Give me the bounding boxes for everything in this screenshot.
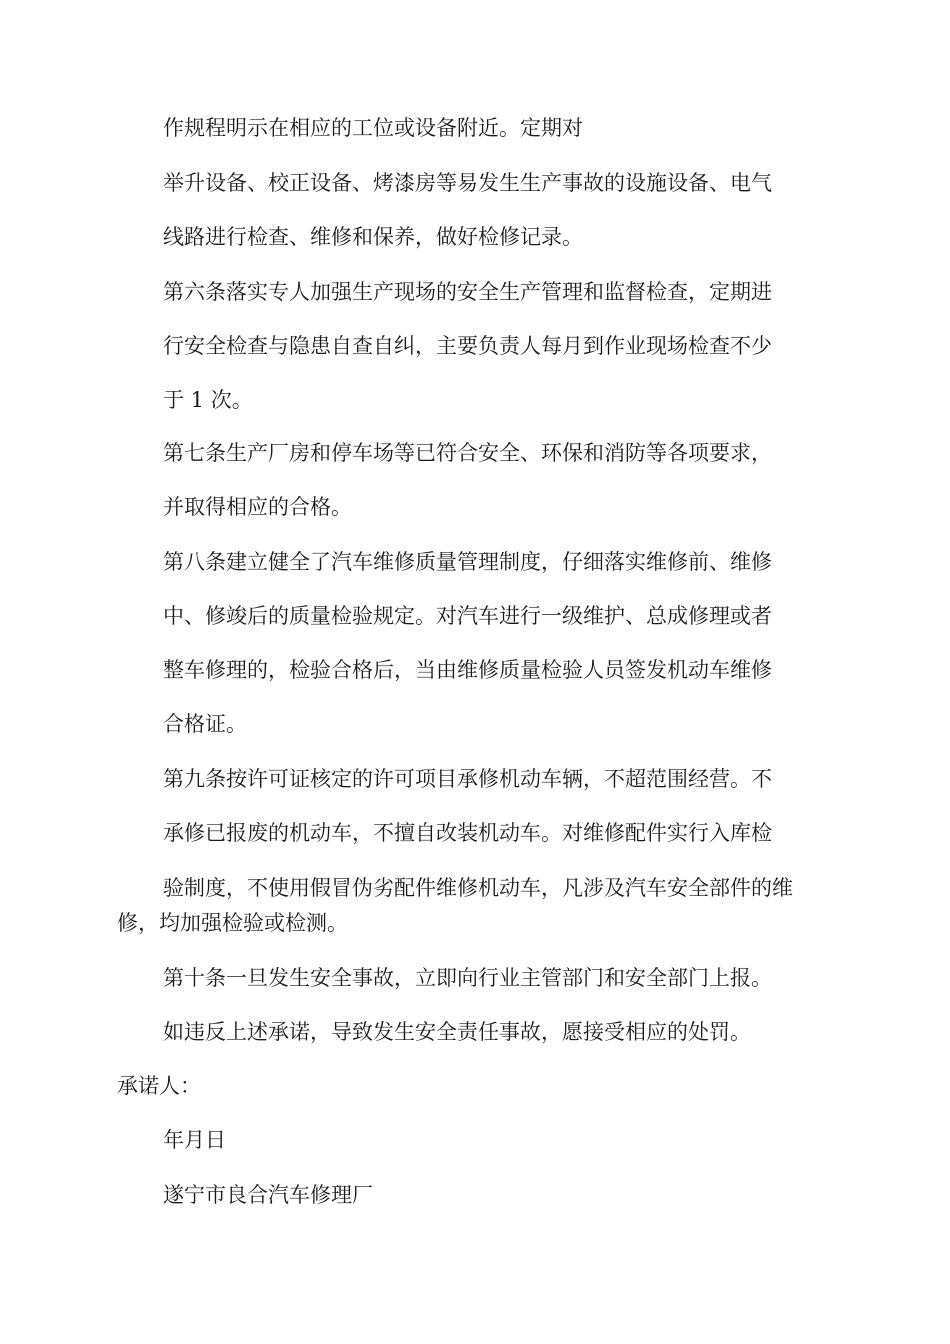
paragraph-line: 并取得相应的合格。	[163, 495, 352, 519]
paragraph-line: 承修已报废的机动车，不擅自改装机动车。对维修配件实行入库检	[163, 821, 772, 845]
signatory-label: 承诺人：	[117, 1074, 201, 1098]
article-6-line: 第六条落实专人加强生产现场的安全生产管理和监督检查，定期进	[163, 280, 772, 304]
pledge-line: 如违反上述承诺，导致发生安全责任事故，愿接受相应的处罚。	[163, 1020, 751, 1044]
article-9-line: 第九条按许可证核定的许可项目承修机动车辆，不超范围经营。不	[163, 767, 772, 791]
paragraph-line: 合格证。	[163, 712, 247, 736]
article-8-line: 第八条建立健全了汽车维修质量管理制度，仔细落实维修前、维修	[163, 550, 772, 574]
paragraph-line: 作规程明示在相应的工位或设备附近。定期对	[163, 116, 583, 140]
paragraph-line: 中、修竣后的质量检验规定。对汽车进行一级维护、总成修理或者	[163, 604, 772, 628]
article-10-line: 第十条一旦发生安全事故，立即向行业主管部门和安全部门上报。	[163, 966, 772, 990]
article-7-line: 第七条生产厂房和停车场等已符合安全、环保和消防等各项要求，	[163, 441, 772, 465]
paragraph-line: 修，均加强检验或检测。	[117, 911, 348, 935]
paragraph-line: 行安全检查与隐患自查自纠，主要负责人每月到作业现场检查不少	[163, 334, 772, 358]
paragraph-line: 线路进行检查、维修和保养，做好检修记录。	[163, 225, 583, 249]
paragraph-line: 整车修理的，检验合格后，当由维修质量检验人员签发机动车维修	[163, 658, 772, 682]
paragraph-line: 验制度，不使用假冒伪劣配件维修机动车，凡涉及汽车安全部件的维	[163, 876, 793, 900]
date-line: 年月日	[163, 1128, 226, 1152]
paragraph-line: 举升设备、校正设备、烤漆房等易发生生产事故的设施设备、电气	[163, 171, 772, 195]
company-name: 遂宁市良合汽车修理厂	[163, 1183, 373, 1207]
paragraph-line: 于 1 次。	[163, 388, 253, 412]
